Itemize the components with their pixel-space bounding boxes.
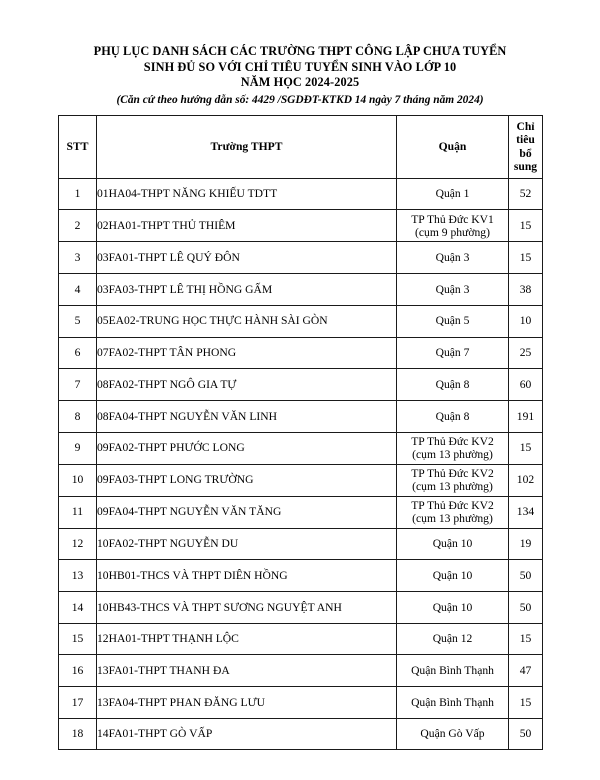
table-row [59,305,543,337]
table-row [59,369,543,401]
table-row [59,496,543,528]
column-header-district: Quận [397,115,509,178]
column-header-quota-line-4: sung [513,160,538,174]
cell-district [397,369,509,401]
cell-quota: 102 [509,464,543,496]
table-row [59,464,543,496]
cell-district [397,305,509,337]
cell-stt: 9 [59,432,97,464]
cell-school-name: 03FA01-THPT LÊ QUÝ ĐÔN [97,242,397,274]
cell-school-name: 10FA02-THPT NGUYỄN DU [97,528,397,560]
cell-district [397,687,509,719]
column-header-quota-line-3: bổ [519,146,532,160]
district-name: Quận 10 [432,537,473,551]
cell-school-name: 08FA02-THPT NGÔ GIA TỰ [97,369,397,401]
cell-stt: 5 [59,305,97,337]
district-name: Quận 3 [435,251,470,265]
district-name: Quận Bình Thạnh [411,663,494,677]
district-name: Quận 10 [432,568,473,582]
district-name: TP Thủ Đức KV2 [411,434,494,448]
cell-quota: 52 [509,178,543,210]
cell-quota: 47 [509,655,543,687]
column-header-quota [509,115,543,178]
district-name: Quận 12 [432,632,473,646]
cell-stt: 3 [59,242,97,274]
cell-district [397,655,509,687]
cell-stt: 11 [59,496,97,528]
district-name: TP Thủ Đức KV2 [411,466,494,480]
cell-school-name: 12HA01-THPT THẠNH LỘC [97,623,397,655]
district-name: Quận 1 [435,187,470,201]
district-cluster-note: (cụm 9 phường) [415,225,490,239]
district-name: Quận 7 [435,346,470,360]
table-row [59,210,543,242]
table-row [59,337,543,369]
table-header-row [59,115,543,178]
column-header-school: Trường THPT [97,115,397,178]
table-row [59,560,543,592]
district-name: TP Thủ Đức KV1 [411,212,494,226]
cell-district [397,178,509,210]
table-row [59,718,543,750]
cell-stt: 2 [59,210,97,242]
cell-quota: 10 [509,305,543,337]
table-row [59,591,543,623]
district-name: Quận 10 [432,600,473,614]
table-body [59,178,543,750]
district-name: Quận Bình Thạnh [411,695,494,709]
cell-stt: 1 [59,178,97,210]
cell-school-name: 10HB43-THCS VÀ THPT SƯƠNG NGUYỆT ANH [97,591,397,623]
cell-stt: 14 [59,591,97,623]
table-row [59,655,543,687]
cell-school-name: 09FA04-THPT NGUYỄN VĂN TĂNG [97,496,397,528]
district-name: Quận 5 [435,314,470,328]
table-row [59,432,543,464]
document-title-line-1: PHỤ LỤC DANH SÁCH CÁC TRƯỜNG THPT CÔNG LẬP CHƯA TUYỂN [93,44,507,58]
cell-stt: 17 [59,687,97,719]
table-header [59,115,543,178]
school-table-wrapper [58,115,542,751]
cell-district [397,432,509,464]
district-cluster-note: (cụm 13 phường) [412,448,493,462]
cell-quota: 50 [509,560,543,592]
cell-quota: 25 [509,337,543,369]
table-row [59,178,543,210]
table-row [59,274,543,306]
table-row [59,242,543,274]
cell-school-name: 14FA01-THPT GÒ VẤP [97,718,397,750]
cell-school-name: 01HA04-THPT NĂNG KHIẾU TDTT [97,178,397,210]
table-row [59,687,543,719]
district-name: Quận 3 [435,282,470,296]
cell-quota: 15 [509,623,543,655]
cell-quota: 15 [509,687,543,719]
cell-quota: 15 [509,210,543,242]
title-block [0,0,600,108]
table-row [59,400,543,432]
cell-quota: 134 [509,496,543,528]
cell-school-name: 13FA04-THPT PHAN ĐĂNG LƯU [97,687,397,719]
district-name: Quận 8 [435,409,470,423]
district-name: Quận Gò Vấp [420,727,485,741]
cell-school-name: 09FA02-THPT PHƯỚC LONG [97,432,397,464]
district-cluster-note: (cụm 13 phường) [412,480,493,494]
cell-district [397,242,509,274]
cell-district [397,337,509,369]
cell-quota: 50 [509,591,543,623]
district-name: Quận 8 [435,377,470,391]
school-quota-table [58,115,543,751]
cell-quota: 15 [509,432,543,464]
cell-quota: 15 [509,242,543,274]
cell-quota: 60 [509,369,543,401]
cell-school-name: 08FA04-THPT NGUYỄN VĂN LINH [97,400,397,432]
cell-stt: 8 [59,400,97,432]
document-title-line-3: NĂM HỌC 2024-2025 [240,75,360,90]
cell-stt: 4 [59,274,97,306]
cell-school-name: 13FA01-THPT THANH ĐA [97,655,397,687]
cell-quota: 191 [509,400,543,432]
cell-quota: 50 [509,718,543,750]
cell-stt: 6 [59,337,97,369]
cell-school-name: 02HA01-THPT THỦ THIÊM [97,210,397,242]
cell-district [397,274,509,306]
cell-district [397,210,509,242]
cell-district [397,623,509,655]
cell-district [397,400,509,432]
column-header-stt: STT [59,115,97,178]
column-header-quota-line-2: tiêu [516,133,535,147]
cell-stt: 15 [59,623,97,655]
table-row [59,528,543,560]
document-subtitle: (Căn cứ theo hướng dẫn số: 4429 /SGDĐT-KTKD 14 ngày 7 tháng năm 2024) [116,93,484,106]
cell-stt: 12 [59,528,97,560]
cell-stt: 18 [59,718,97,750]
cell-stt: 10 [59,464,97,496]
cell-district [397,591,509,623]
document-title-line-2: SINH ĐỦ SO VỚI CHỈ TIÊU TUYỂN SINH VÀO LỚP 10 [143,59,457,74]
district-cluster-note: (cụm 13 phường) [412,512,493,526]
cell-stt: 13 [59,560,97,592]
cell-district [397,528,509,560]
cell-district [397,560,509,592]
cell-school-name: 03FA03-THPT LÊ THỊ HỒNG GẤM [97,274,397,306]
cell-school-name: 10HB01-THCS VÀ THPT DIÊN HỒNG [97,560,397,592]
cell-quota: 38 [509,274,543,306]
cell-stt: 16 [59,655,97,687]
district-name: TP Thủ Đức KV2 [411,498,494,512]
cell-school-name: 09FA03-THPT LONG TRƯỜNG [97,464,397,496]
table-row [59,623,543,655]
cell-stt: 7 [59,369,97,401]
cell-district [397,496,509,528]
cell-school-name: 05EA02-TRUNG HỌC THỰC HÀNH SÀI GÒN [97,305,397,337]
cell-district [397,718,509,750]
cell-quota: 19 [509,528,543,560]
column-header-quota-line-1: Chỉ [516,119,535,133]
cell-district [397,464,509,496]
cell-school-name: 07FA02-THPT TÂN PHONG [97,337,397,369]
